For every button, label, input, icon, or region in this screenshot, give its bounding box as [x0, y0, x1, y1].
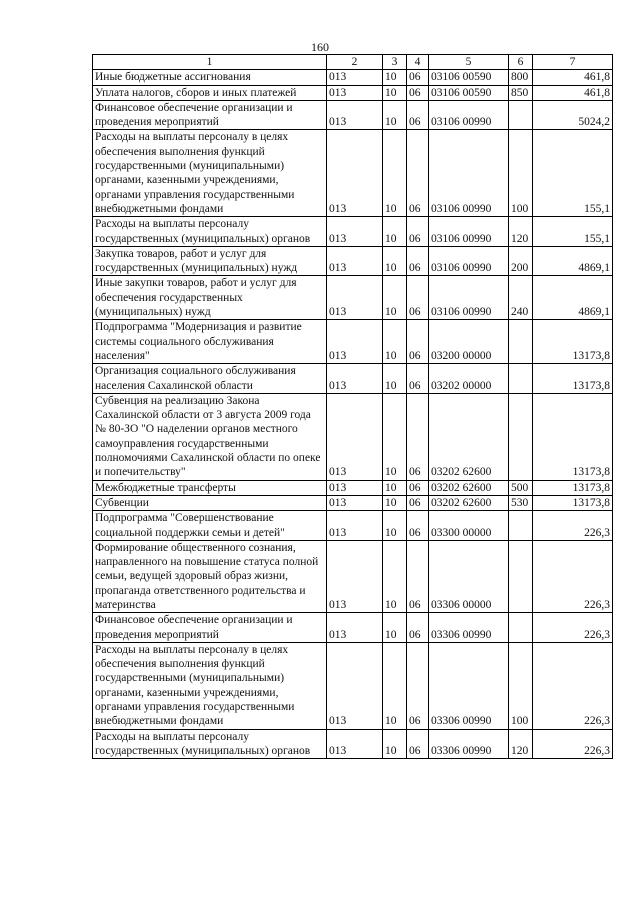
cell-expense-type — [509, 364, 533, 394]
header-col-3: 3 — [383, 55, 407, 70]
cell-section: 10 — [383, 70, 407, 85]
cell-section: 10 — [383, 217, 407, 247]
cell-target-article: 03106 00990 — [429, 217, 509, 247]
cell-target-article: 03106 00590 — [429, 70, 509, 85]
cell-target-article: 03202 62600 — [429, 495, 509, 510]
cell-subsection: 06 — [407, 130, 429, 217]
table-row — [93, 511, 613, 541]
cell-expense-type: 100 — [509, 642, 533, 729]
cell-expense-type — [509, 511, 533, 541]
cell-subsection: 06 — [407, 217, 429, 247]
cell-subsection: 06 — [407, 70, 429, 85]
cell-target-article: 03106 00590 — [429, 85, 509, 100]
cell-admin-code: 013 — [327, 70, 383, 85]
cell-subsection: 06 — [407, 246, 429, 276]
cell-amount: 13173,8 — [533, 320, 613, 364]
table-row — [93, 642, 613, 729]
cell-amount: 226,3 — [533, 729, 613, 759]
cell-expense-type: 530 — [509, 495, 533, 510]
cell-name: Подпрограмма "Модернизация и развитие системы социального обслуживания населения" — [93, 320, 327, 364]
budget-table — [92, 54, 613, 759]
cell-target-article: 03202 00000 — [429, 364, 509, 394]
cell-amount: 226,3 — [533, 613, 613, 643]
cell-expense-type — [509, 540, 533, 612]
table-row — [93, 70, 613, 85]
cell-name: Расходы на выплаты персоналу в целях обеспечения выполнения функций государственными (муниципальными) органами, казенными учреждениями, органами управления государственными внебюджетными фондами — [93, 130, 327, 217]
cell-amount: 226,3 — [533, 511, 613, 541]
cell-admin-code: 013 — [327, 393, 383, 480]
table-row — [93, 100, 613, 130]
cell-admin-code: 013 — [327, 320, 383, 364]
cell-section: 10 — [383, 320, 407, 364]
cell-section: 10 — [383, 364, 407, 394]
cell-target-article: 03202 62600 — [429, 480, 509, 495]
table-row — [93, 480, 613, 495]
cell-target-article: 03300 00000 — [429, 511, 509, 541]
cell-amount: 155,1 — [533, 130, 613, 217]
cell-target-article: 03106 00990 — [429, 246, 509, 276]
cell-section: 10 — [383, 85, 407, 100]
cell-subsection: 06 — [407, 495, 429, 510]
table-row — [93, 276, 613, 320]
cell-expense-type — [509, 320, 533, 364]
table-row — [93, 540, 613, 612]
cell-expense-type: 120 — [509, 729, 533, 759]
cell-name: Расходы на выплаты персоналу государственных (муниципальных) органов — [93, 729, 327, 759]
header-col-5: 5 — [429, 55, 509, 70]
table-row — [93, 85, 613, 100]
cell-section: 10 — [383, 100, 407, 130]
cell-admin-code: 013 — [327, 100, 383, 130]
header-col-6: 6 — [509, 55, 533, 70]
cell-amount: 4869,1 — [533, 246, 613, 276]
cell-target-article: 03106 00990 — [429, 276, 509, 320]
cell-section: 10 — [383, 613, 407, 643]
cell-section: 10 — [383, 130, 407, 217]
cell-expense-type: 200 — [509, 246, 533, 276]
cell-name: Межбюджетные трансферты — [93, 480, 327, 495]
cell-admin-code: 013 — [327, 495, 383, 510]
cell-admin-code: 013 — [327, 729, 383, 759]
cell-section: 10 — [383, 276, 407, 320]
cell-section: 10 — [383, 642, 407, 729]
cell-name: Иные бюджетные ассигнования — [93, 70, 327, 85]
table-row — [93, 393, 613, 480]
cell-admin-code: 013 — [327, 511, 383, 541]
cell-subsection: 06 — [407, 85, 429, 100]
cell-admin-code: 013 — [327, 217, 383, 247]
cell-target-article: 03306 00990 — [429, 642, 509, 729]
cell-amount: 155,1 — [533, 217, 613, 247]
cell-amount: 5024,2 — [533, 100, 613, 130]
cell-expense-type: 800 — [509, 70, 533, 85]
cell-expense-type: 500 — [509, 480, 533, 495]
cell-section: 10 — [383, 495, 407, 510]
cell-subsection: 06 — [407, 642, 429, 729]
cell-subsection: 06 — [407, 729, 429, 759]
cell-admin-code: 013 — [327, 246, 383, 276]
page-number: 160 — [311, 40, 329, 54]
cell-subsection: 06 — [407, 100, 429, 130]
cell-target-article: 03200 00000 — [429, 320, 509, 364]
cell-expense-type — [509, 613, 533, 643]
cell-expense-type — [509, 100, 533, 130]
cell-subsection: 06 — [407, 511, 429, 541]
cell-amount: 226,3 — [533, 540, 613, 612]
table-row — [93, 729, 613, 759]
cell-amount: 13173,8 — [533, 393, 613, 480]
cell-admin-code: 013 — [327, 480, 383, 495]
cell-expense-type: 850 — [509, 85, 533, 100]
cell-target-article: 03202 62600 — [429, 393, 509, 480]
cell-expense-type — [509, 393, 533, 480]
cell-admin-code: 013 — [327, 276, 383, 320]
cell-section: 10 — [383, 540, 407, 612]
cell-name: Финансовое обеспечение организации и проведения мероприятий — [93, 613, 327, 643]
header-row — [93, 55, 613, 70]
cell-subsection: 06 — [407, 320, 429, 364]
cell-admin-code: 013 — [327, 540, 383, 612]
cell-subsection: 06 — [407, 540, 429, 612]
table-row — [93, 495, 613, 510]
cell-name: Расходы на выплаты персоналу государственных (муниципальных) органов — [93, 217, 327, 247]
cell-amount: 4869,1 — [533, 276, 613, 320]
cell-name: Формирование общественного сознания, направленного на повышение статуса полной семьи, ведущей здоровый образ жизни, пропаганда ответственного родительства и материнства — [93, 540, 327, 612]
cell-subsection: 06 — [407, 613, 429, 643]
header-col-1: 1 — [93, 55, 327, 70]
cell-name: Иные закупки товаров, работ и услуг для обеспечения государственных (муниципальных) нужд — [93, 276, 327, 320]
cell-subsection: 06 — [407, 364, 429, 394]
header-col-7: 7 — [533, 55, 613, 70]
table-row — [93, 613, 613, 643]
cell-amount: 13173,8 — [533, 495, 613, 510]
cell-admin-code: 013 — [327, 613, 383, 643]
table-row — [93, 246, 613, 276]
cell-name: Расходы на выплаты персоналу в целях обеспечения выполнения функций государственными (муниципальными) органами, казенными учреждениями, органами управления государственными внебюджетными фондами — [93, 642, 327, 729]
cell-expense-type: 120 — [509, 217, 533, 247]
cell-amount: 13173,8 — [533, 480, 613, 495]
cell-subsection: 06 — [407, 276, 429, 320]
cell-section: 10 — [383, 729, 407, 759]
cell-name: Финансовое обеспечение организации и проведения мероприятий — [93, 100, 327, 130]
cell-subsection: 06 — [407, 480, 429, 495]
cell-amount: 461,8 — [533, 85, 613, 100]
cell-name: Уплата налогов, сборов и иных платежей — [93, 85, 327, 100]
cell-amount: 461,8 — [533, 70, 613, 85]
cell-name: Закупка товаров, работ и услуг для государственных (муниципальных) нужд — [93, 246, 327, 276]
cell-amount: 13173,8 — [533, 364, 613, 394]
cell-section: 10 — [383, 246, 407, 276]
header-col-4: 4 — [407, 55, 429, 70]
header-col-2: 2 — [327, 55, 383, 70]
table-row — [93, 217, 613, 247]
cell-amount: 226,3 — [533, 642, 613, 729]
table-row — [93, 320, 613, 364]
cell-target-article: 03306 00990 — [429, 613, 509, 643]
cell-section: 10 — [383, 393, 407, 480]
cell-admin-code: 013 — [327, 130, 383, 217]
cell-name: Организация социального обслуживания населения Сахалинской области — [93, 364, 327, 394]
table-row — [93, 364, 613, 394]
cell-section: 10 — [383, 511, 407, 541]
cell-subsection: 06 — [407, 393, 429, 480]
cell-admin-code: 013 — [327, 85, 383, 100]
cell-name: Субвенция на реализацию Закона Сахалинской области от 3 августа 2009 года № 80-ЗО "О наделении органов местного самоуправления государственными полномочиями Сахалинской области по опеке и попечительству" — [93, 393, 327, 480]
cell-admin-code: 013 — [327, 364, 383, 394]
cell-target-article: 03306 00000 — [429, 540, 509, 612]
cell-target-article: 03306 00990 — [429, 729, 509, 759]
table-row — [93, 130, 613, 217]
cell-name: Субвенции — [93, 495, 327, 510]
cell-expense-type: 100 — [509, 130, 533, 217]
cell-section: 10 — [383, 480, 407, 495]
cell-target-article: 03106 00990 — [429, 100, 509, 130]
cell-expense-type: 240 — [509, 276, 533, 320]
cell-admin-code: 013 — [327, 642, 383, 729]
cell-name: Подпрограмма "Совершенствование социальной поддержки семьи и детей" — [93, 511, 327, 541]
cell-target-article: 03106 00990 — [429, 130, 509, 217]
